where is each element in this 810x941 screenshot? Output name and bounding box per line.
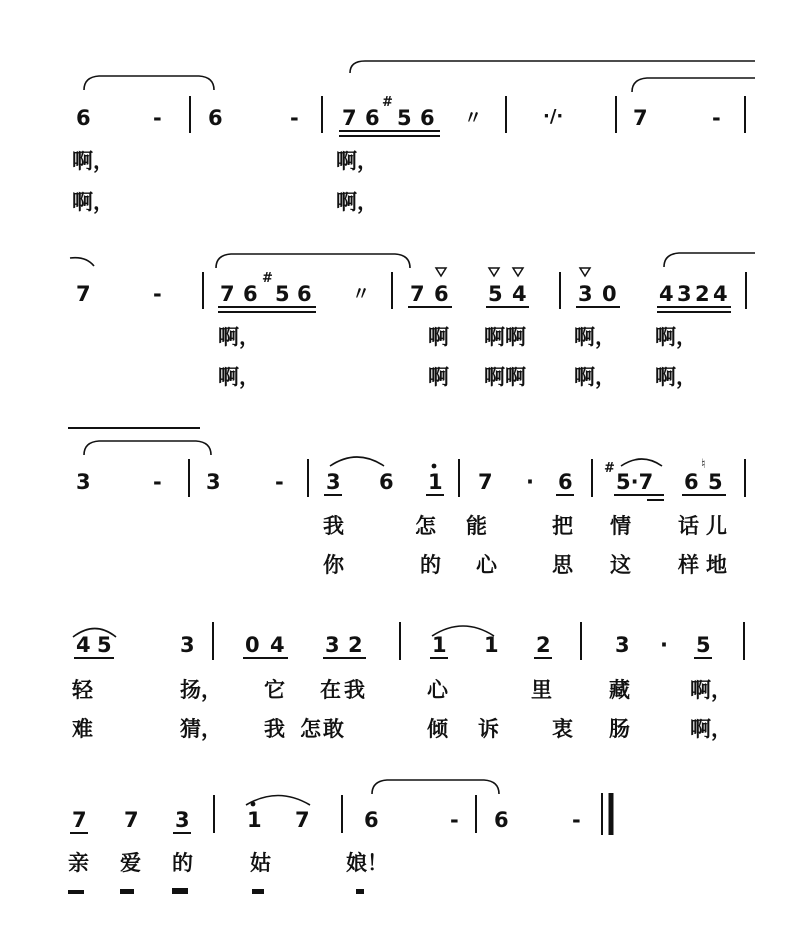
lyric: 肠 [609,717,630,741]
note: 3 [326,470,341,494]
lyric: 怎 [300,717,321,741]
lyric: 啊， [336,190,378,214]
repeat-mark: 〃 [464,108,482,129]
lyric: 心 [427,678,448,702]
note: 3 [578,282,593,306]
phrase-slur [350,61,755,73]
lyric: 猜， [180,717,222,741]
lyric: 啊， [218,325,260,349]
system-5 [68,780,611,894]
accent-mark [513,268,523,276]
lyric: 把 [552,514,573,538]
lyric: 它 [264,678,285,702]
lyric: 我 [323,514,344,538]
note: 6 [364,808,379,832]
lyric: 思 [552,553,573,577]
dash: - [153,282,162,306]
lyric: 地 [706,553,727,577]
lyric: 你 [323,553,344,577]
dash: - [290,106,299,130]
lyric: 啊 [428,365,449,389]
dash: - [572,808,581,832]
tie-arc [70,258,94,266]
sharp-sign: # [382,95,393,110]
lyric: 怎 [415,514,436,538]
lyric: 的 [172,851,193,875]
note: 6 [365,106,380,130]
sharp-sign: # [604,461,615,476]
note: 1 [484,633,499,657]
lyric: 藏 [609,678,630,702]
lyric: 啊， [574,325,616,349]
note: 3 [615,633,630,657]
note: 6 [558,470,573,494]
note: 4 [270,633,285,657]
note: 7 [342,106,357,130]
dash: - [153,106,162,130]
note: 4 [659,282,674,306]
note: 2 [348,633,363,657]
note: 5 [708,470,723,494]
lyric: 这 [610,553,631,577]
slur [246,796,310,806]
slur [330,457,384,466]
dash: - [275,470,284,494]
lyric: 啊， [336,149,378,173]
lyric: 心 [476,553,497,577]
note: 0 [245,633,260,657]
augmentation-dot: · [660,633,668,657]
lyric: 姑 [250,851,271,875]
lyric: 里 [531,678,552,702]
tie-arc [664,253,755,267]
note: 6 [76,106,91,130]
dash: - [450,808,459,832]
lyric: 难 [72,717,93,741]
lyric: 啊， [655,365,697,389]
note: 7 [633,106,648,130]
note: 7 [220,282,235,306]
note: 5 [696,633,711,657]
system-1 [72,61,755,215]
lyric: 啊， [72,190,114,214]
lyric: 能 [466,514,487,538]
tie-arc [372,780,499,794]
note: 6 [243,282,258,306]
system-2 [70,253,755,390]
note: 6 [684,470,699,494]
note: 3 [175,808,190,832]
note: 5 [397,106,412,130]
tie-arc [84,441,211,455]
lyric: 样 [678,553,699,577]
note: 4 [512,282,527,306]
lyric: 啊， [574,365,616,389]
system-3 [68,428,745,577]
note: 5 [488,282,503,306]
lyric: 啊， [690,678,732,702]
note-group: 5·7 [616,470,654,494]
system-4 [71,622,744,742]
note: 7 [72,808,87,832]
note: 7 [76,282,91,306]
lyric: 我 [264,717,285,741]
lyric: 的 [420,553,441,577]
phrase-slur [216,254,410,268]
note: 6 [208,106,223,130]
note: 0 [602,282,617,306]
measure-repeat-sign: ∙/∙ [543,106,564,127]
tie-arc [84,76,214,90]
lyric: 啊 [428,325,449,349]
natural-sign: ♮ [701,457,706,472]
note: 6 [494,808,509,832]
slur [621,459,662,466]
tie-arc [632,78,755,92]
lyric: 娘！ [346,851,388,875]
note: 3 [206,470,221,494]
clipped-lyric-fragments [68,888,364,894]
note: 3 [76,470,91,494]
lyric: 啊啊 [484,325,526,349]
note: 6 [297,282,312,306]
note: 7 [295,808,310,832]
note: 3 [325,633,340,657]
note: 1 [428,470,443,494]
lyric: 啊， [72,149,114,173]
dash: - [712,106,721,130]
lyric: 话 [678,514,699,538]
note: 6 [379,470,394,494]
note: 1 [247,808,262,832]
note: 7 [410,282,425,306]
lyric: 啊， [218,365,260,389]
accent-mark [580,268,590,276]
lyric: 啊， [690,717,732,741]
note: 6 [434,282,449,306]
lyric: 情 [610,514,631,538]
lyric: 扬， [180,678,222,702]
dash: - [153,470,162,494]
lyric: 诉 [478,717,499,741]
note: 3 [180,633,195,657]
high-octave-dot [251,802,256,807]
note: 2 [695,282,710,306]
augmentation-dot: · [526,470,534,494]
accent-mark [489,268,499,276]
lyric: 衷 [552,717,573,741]
note: 4 [76,633,91,657]
lyric: 啊啊 [484,365,526,389]
lyric: 儿 [706,514,727,538]
lyric: 爱 [120,851,141,875]
lyric: 在 [320,678,341,702]
note: 3 [677,282,692,306]
note: 2 [536,633,551,657]
note: 6 [420,106,435,130]
lyric: 倾 [427,717,448,741]
repeat-mark: 〃 [352,284,370,305]
lyric: 敢 [323,717,344,741]
note: 7 [478,470,493,494]
lyric: 我 [344,678,365,702]
note: 5 [275,282,290,306]
note: 4 [713,282,728,306]
note: 7 [124,808,139,832]
lyric: 亲 [68,851,89,875]
sharp-sign: # [262,271,273,286]
lyric: 轻 [72,678,93,702]
note: 5 [97,633,112,657]
note: 1 [432,633,447,657]
lyric: 啊， [655,325,697,349]
accent-mark [436,268,446,276]
high-octave-dot [432,464,437,469]
